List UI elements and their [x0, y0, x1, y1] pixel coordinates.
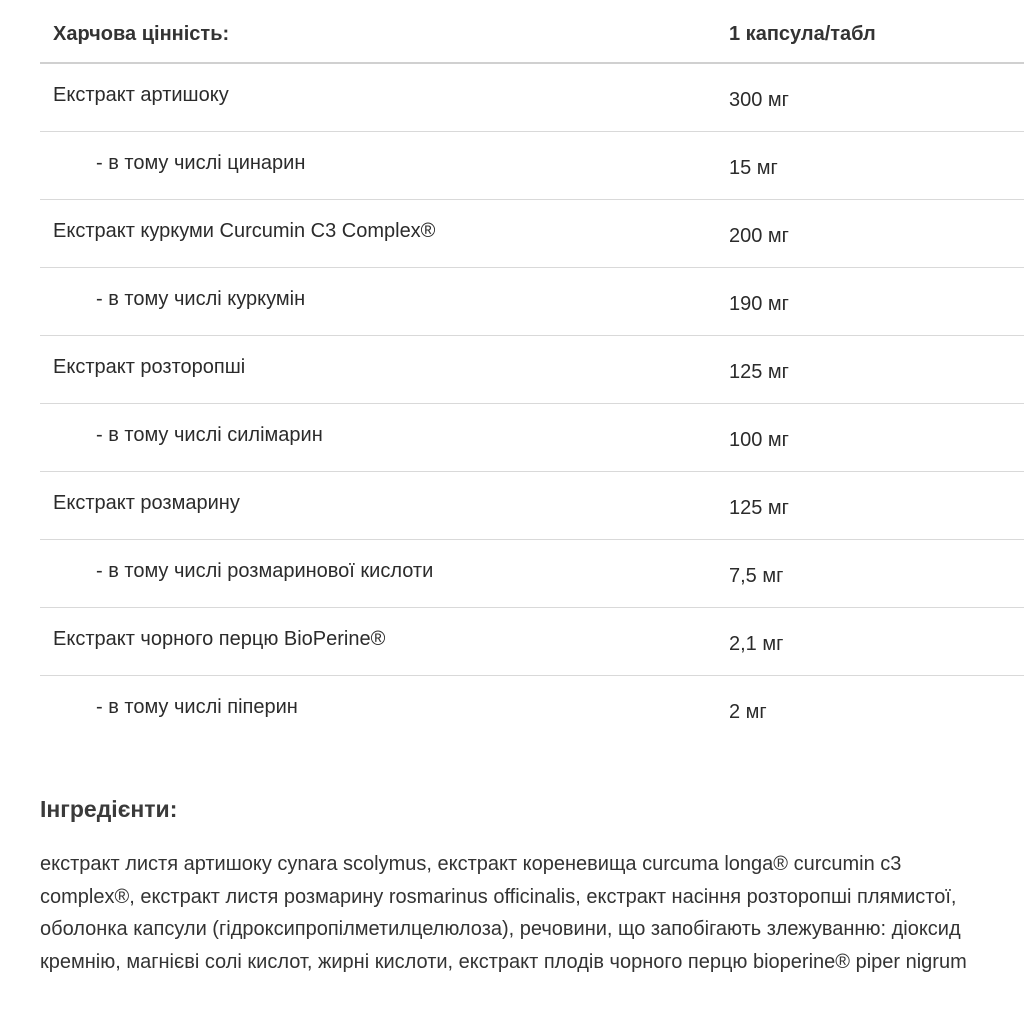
row-name: - в тому числі силімарин	[96, 424, 323, 446]
row-name: Екстракт розмарину	[53, 492, 240, 514]
row-name: Екстракт розторопші	[53, 356, 246, 378]
row-amount: 190 мг	[729, 293, 789, 315]
table-row	[40, 336, 1024, 404]
header-name: Харчова цінність:	[53, 23, 230, 45]
table-row	[40, 268, 1024, 336]
ingredients-text: екстракт листя артишоку cynara scolymus, екстракт кореневища curcuma longa® curcumin c3 complex®, екстракт листя розмарину rosmarinus officinalis, екстракт насіння розторопші плямистої, оболонка капсули (гідроксипропілметилцелюлоза), речовини, що запобігають злежуванню: діоксид кремнію, магнієві солі кислот, жирні кислоти, екстракт плодів чорного перцю bioperine® piper nigrum	[40, 853, 967, 973]
nutrition-table	[40, 0, 1024, 744]
header-amount: 1 капсула/табл	[729, 23, 876, 45]
row-name: Екстракт чорного перцю BioPerine®	[53, 628, 386, 650]
table-header-row	[40, 0, 1024, 64]
table-row	[40, 676, 1024, 744]
row-amount: 2,1 мг	[729, 633, 784, 655]
table-row	[40, 472, 1024, 540]
table-row	[40, 540, 1024, 608]
row-name: - в тому числі піперин	[96, 696, 298, 718]
row-amount: 200 мг	[729, 225, 789, 247]
row-amount: 7,5 мг	[729, 565, 784, 587]
row-amount: 125 мг	[729, 361, 789, 383]
row-amount: 2 мг	[729, 701, 767, 723]
row-amount: 15 мг	[729, 157, 778, 179]
ingredients-title: Інгредієнти:	[40, 796, 178, 822]
row-amount: 125 мг	[729, 497, 789, 519]
row-name: - в тому числі цинарин	[96, 152, 306, 174]
table-row	[40, 132, 1024, 200]
table-row	[40, 64, 1024, 132]
table-row	[40, 608, 1024, 676]
row-amount: 100 мг	[729, 429, 789, 451]
row-name: Екстракт куркуми Curcumin C3 Complex®	[53, 220, 436, 242]
row-name: - в тому числі розмаринової кислоти	[96, 560, 434, 582]
table-row	[40, 200, 1024, 268]
row-name: - в тому числі куркумін	[96, 288, 306, 310]
row-name: Екстракт артишоку	[53, 84, 229, 106]
table-row	[40, 404, 1024, 472]
row-amount: 300 мг	[729, 89, 789, 111]
